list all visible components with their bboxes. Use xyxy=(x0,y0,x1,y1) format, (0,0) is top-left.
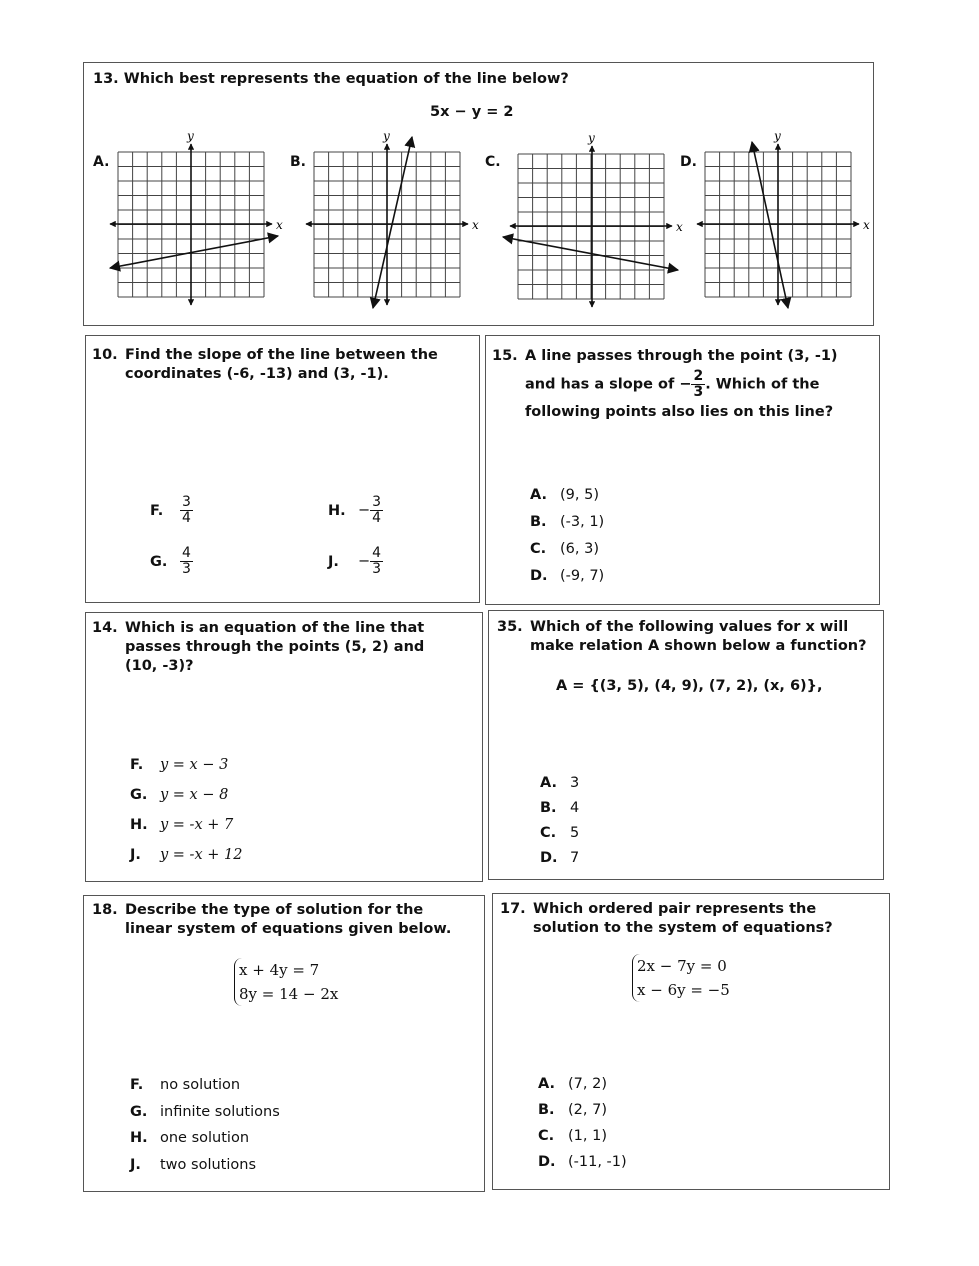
option-value: (2, 7) xyxy=(568,1102,607,1118)
answer-option-f[interactable] xyxy=(130,757,228,773)
question-text-line3: following points also lies on this line? xyxy=(525,404,834,420)
option-letter: D. xyxy=(530,568,548,584)
answer-option-j[interactable] xyxy=(130,1157,256,1173)
option-value: 7 xyxy=(570,850,580,866)
option-letter: A. xyxy=(540,775,557,791)
answer-option-a[interactable] xyxy=(538,1076,607,1092)
question-text: Which is an equation of the line that passes through the points (5, 2) and (10, -3)? xyxy=(125,620,425,674)
x-axis-label: x xyxy=(276,218,283,232)
y-axis-label: y xyxy=(588,131,595,145)
fraction xyxy=(180,546,193,577)
x-axis-label: x xyxy=(676,220,683,234)
question-number: 18. xyxy=(92,902,118,918)
answer-option-h[interactable] xyxy=(130,817,233,833)
option-value: 4 xyxy=(570,800,580,816)
numerator: 3 xyxy=(182,494,191,510)
answer-option-g[interactable] xyxy=(150,546,193,577)
question-15-prompt xyxy=(492,344,872,425)
option-letter: F. xyxy=(130,1077,144,1093)
answer-option-b[interactable] xyxy=(538,1102,607,1118)
option-letter: H. xyxy=(328,502,346,519)
option-value: two solutions xyxy=(160,1156,256,1173)
option-letter: G. xyxy=(150,553,168,570)
option-value: (9, 5) xyxy=(560,487,599,503)
question-text-line2 xyxy=(492,369,872,400)
x-axis-label: x xyxy=(472,218,479,232)
numerator: 2 xyxy=(693,368,704,384)
equation-2: x − 6y = −5 xyxy=(637,981,730,999)
question-number: 10. xyxy=(92,347,118,363)
option-value: y = -x + 12 xyxy=(160,847,243,863)
question-text: Which ordered pair represents the solution to the system of equations? xyxy=(533,901,833,936)
question-number: 14. xyxy=(92,620,118,636)
option-letter: H. xyxy=(130,1130,148,1146)
option-value: no solution xyxy=(160,1077,241,1093)
equation-1: 2x − 7y = 0 xyxy=(637,957,727,975)
option-letter: J. xyxy=(130,847,141,863)
question-number: 15. xyxy=(492,348,518,364)
option-letter: D. xyxy=(538,1154,556,1170)
question-18-prompt xyxy=(92,901,472,939)
question-18-box xyxy=(83,895,485,1192)
option-value: one solution xyxy=(160,1130,250,1146)
question-number: 35. xyxy=(497,619,523,635)
answer-option-f[interactable] xyxy=(130,1077,240,1093)
option-value: y = x − 8 xyxy=(160,787,229,803)
numerator: 3 xyxy=(372,494,382,510)
option-value: y = -x + 7 xyxy=(160,817,234,833)
option-value: 3 xyxy=(570,775,580,791)
option-letter: A. xyxy=(530,487,547,503)
text: . Which of the xyxy=(705,376,820,393)
denominator: 3 xyxy=(372,561,382,577)
option-letter: C. xyxy=(530,541,547,557)
question-14-prompt xyxy=(92,619,452,676)
answer-option-d[interactable] xyxy=(530,568,604,584)
answer-option-d[interactable] xyxy=(540,850,579,866)
fraction xyxy=(180,495,193,526)
question-10-prompt xyxy=(92,346,462,384)
question-text: Describe the type of solution for the linear system of equations given below. xyxy=(125,902,452,937)
answer-option-c[interactable] xyxy=(538,1128,607,1144)
option-value: (-3, 1) xyxy=(560,514,605,530)
option-value: infinite solutions xyxy=(160,1103,280,1120)
fraction xyxy=(370,495,383,526)
question-text: Which best represents the equation of the line below? xyxy=(123,71,569,87)
option-value: (6, 3) xyxy=(560,541,599,557)
graph-d-label[interactable]: D. xyxy=(680,154,697,170)
equation-2: 8y = 14 − 2x xyxy=(239,985,339,1003)
numerator: 4 xyxy=(182,545,191,561)
question-17-prompt xyxy=(500,900,870,938)
slope-sign: − xyxy=(679,376,692,393)
option-letter: C. xyxy=(538,1128,555,1144)
equation-system xyxy=(234,958,338,1006)
answer-option-a[interactable] xyxy=(530,487,599,503)
answer-option-h[interactable] xyxy=(130,1130,249,1146)
option-value: 5 xyxy=(570,825,580,841)
question-number: 13. xyxy=(93,71,119,87)
option-letter: F. xyxy=(130,757,144,773)
answer-option-g[interactable] xyxy=(130,787,228,803)
option-value: y = x − 3 xyxy=(160,757,229,773)
question-text-line1: A line passes through the point (3, -1) xyxy=(525,348,838,364)
option-value: (-11, -1) xyxy=(568,1154,627,1170)
option-letter: F. xyxy=(150,502,164,519)
option-letter: B. xyxy=(530,514,547,530)
option-letter: C. xyxy=(540,825,557,841)
option-letter: G. xyxy=(130,1103,148,1120)
answer-option-d[interactable] xyxy=(538,1154,627,1170)
answer-option-h[interactable] xyxy=(328,495,383,526)
y-axis-label: y xyxy=(774,129,781,143)
option-letter: B. xyxy=(540,800,557,816)
fraction xyxy=(370,546,383,577)
option-letter: J. xyxy=(130,1156,141,1173)
denominator: 3 xyxy=(693,384,704,400)
denominator: 3 xyxy=(182,561,191,577)
option-letter: D. xyxy=(540,850,558,866)
option-letter: H. xyxy=(130,817,148,833)
denominator: 4 xyxy=(372,510,382,526)
answer-option-c[interactable] xyxy=(540,825,579,841)
numerator: 4 xyxy=(372,545,382,561)
q13-graphs xyxy=(0,0,979,340)
sign: − xyxy=(358,553,371,570)
option-letter: J. xyxy=(328,553,339,570)
answer-option-f[interactable] xyxy=(150,495,193,526)
denominator: 4 xyxy=(182,510,191,526)
answer-option-c[interactable] xyxy=(530,541,599,557)
relation-a: A = {(3, 5), (4, 9), (7, 2), (x, 6)}, xyxy=(556,678,823,694)
question-number: 17. xyxy=(500,901,526,917)
option-value: (7, 2) xyxy=(568,1076,607,1092)
option-letter: G. xyxy=(130,787,148,803)
answer-option-b[interactable] xyxy=(540,800,579,816)
graph-b-label[interactable]: B. xyxy=(290,154,306,170)
text: and has a slope of xyxy=(525,376,675,393)
equation-1: x + 4y = 7 xyxy=(239,961,320,979)
slope-fraction xyxy=(691,369,705,400)
y-axis-label: y xyxy=(187,129,194,143)
question-text: Which of the following values for x will make relation A shown below a function? xyxy=(530,619,867,654)
graph-a-line xyxy=(110,236,278,268)
q13-equation: 5x − y = 2 xyxy=(430,104,514,120)
sign: − xyxy=(358,502,371,519)
option-letter: A. xyxy=(538,1076,555,1092)
question-text: Find the slope of the line between the coordinates (-6, -13) and (3, -1). xyxy=(125,347,438,382)
option-letter: B. xyxy=(538,1102,555,1118)
y-axis-label: y xyxy=(383,129,390,143)
answer-option-j[interactable] xyxy=(328,546,383,577)
x-axis-label: x xyxy=(863,218,870,232)
graph-a-label[interactable]: A. xyxy=(93,154,110,170)
answer-option-b[interactable] xyxy=(530,514,604,530)
option-value: (-9, 7) xyxy=(560,568,605,584)
answer-option-j[interactable] xyxy=(130,847,242,863)
option-value: (1, 1) xyxy=(568,1128,607,1144)
graph-c-label[interactable]: C. xyxy=(485,154,501,170)
answer-option-g[interactable] xyxy=(130,1104,280,1120)
equation-system xyxy=(632,954,730,1002)
answer-option-a[interactable] xyxy=(540,775,579,791)
question-35-prompt xyxy=(497,618,877,656)
